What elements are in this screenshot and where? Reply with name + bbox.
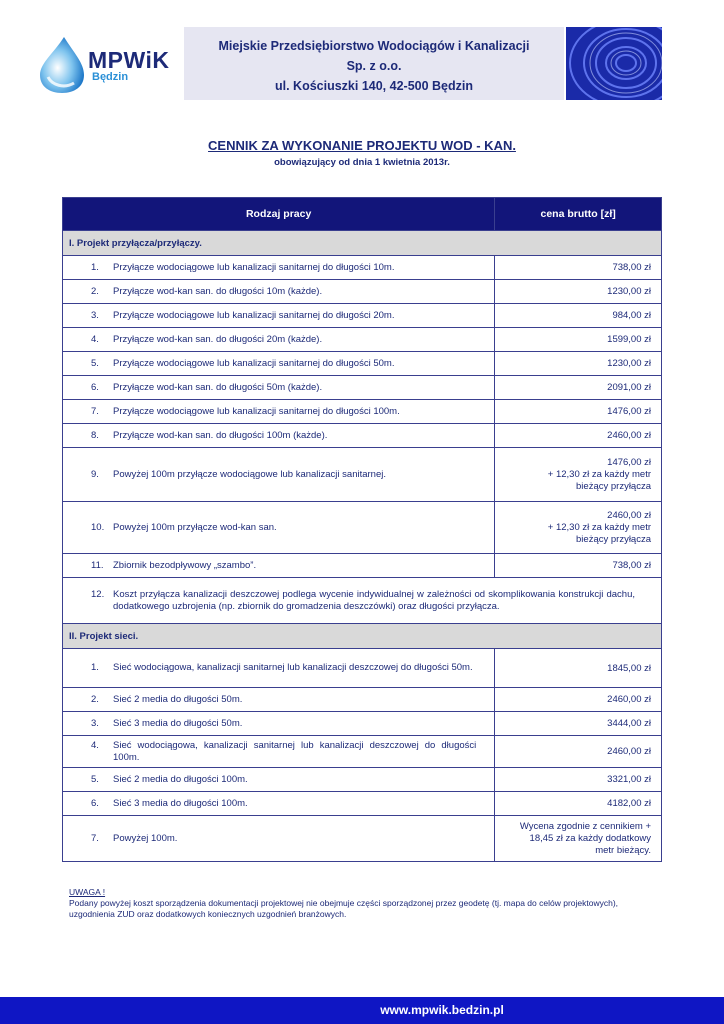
row-price: 1599,00 zł <box>495 328 662 352</box>
footer-bar <box>0 997 724 1024</box>
table-row <box>63 448 662 502</box>
letterhead <box>28 27 662 100</box>
row-price: 2091,00 zł <box>495 376 662 400</box>
table-row <box>63 304 662 328</box>
table-row <box>63 352 662 376</box>
table-row <box>63 502 662 554</box>
row-number: 5. <box>91 774 99 785</box>
row-description: Przyłącze wod-kan san. do długości 100m (każde). <box>113 430 328 441</box>
table-row <box>63 280 662 304</box>
water-ripple-image <box>566 27 662 100</box>
row-number: 7. <box>91 833 99 844</box>
row-number: 9. <box>91 469 99 480</box>
row-price: 1230,00 zł <box>495 352 662 376</box>
table-row <box>63 736 662 768</box>
section-label: II. Projekt sieci. <box>63 624 662 649</box>
row-number: 10. <box>91 522 105 533</box>
row-price: 2460,00 zł <box>495 688 662 712</box>
company-form: Sp. z o.o. <box>346 59 402 73</box>
table-row <box>63 712 662 736</box>
row-description: Przyłącze wod-kan san. do długości 50m (każde). <box>113 382 323 393</box>
row-number: 5. <box>91 358 99 369</box>
row-number: 4. <box>91 334 99 345</box>
row-price <box>495 448 662 502</box>
company-address: ul. Kościuszki 140, 42-500 Będzin <box>275 79 473 93</box>
table-row <box>63 792 662 816</box>
row-number: 2. <box>91 694 99 705</box>
row-number: 3. <box>91 310 99 321</box>
row-description: Sieć 3 media do długości 50m. <box>113 718 243 729</box>
row-description: Przyłącze wodociągowe lub kanalizacji sanitarnej do długości 10m. <box>113 262 395 273</box>
table-row <box>63 554 662 578</box>
row-number: 8. <box>91 430 99 441</box>
table-row <box>63 649 662 688</box>
row-number: 4. <box>91 739 99 751</box>
company-info <box>184 27 564 100</box>
table-row <box>63 400 662 424</box>
column-header-price: cena brutto [zł] <box>495 198 662 231</box>
table-row <box>63 578 662 624</box>
row-price: 2460,00 zł <box>495 424 662 448</box>
row-number: 6. <box>91 382 99 393</box>
row-description: Przyłącze wod-kan san. do długości 10m (każde). <box>113 286 323 297</box>
row-price: 738,00 zł <box>495 256 662 280</box>
table-header <box>63 198 662 231</box>
table-row <box>63 328 662 352</box>
footnote-heading: UWAGA ! <box>69 887 106 897</box>
row-number: 2. <box>91 286 99 297</box>
row-description: Sieć 3 media do długości 100m. <box>113 798 248 809</box>
row-number: 7. <box>91 406 99 417</box>
row-number: 6. <box>91 798 99 809</box>
row-description: Powyżej 100m. <box>113 833 178 844</box>
row-price: 4182,00 zł <box>495 792 662 816</box>
logo-city: Będzin <box>92 71 129 83</box>
section-label: I. Projekt przyłącza/przyłączy. <box>63 231 662 256</box>
row-description: Zbiornik bezodpływowy „szambo”. <box>113 560 257 571</box>
price-extra-unit: bieżący przyłącza <box>576 480 651 492</box>
water-drop-icon <box>34 35 90 95</box>
row-price: 1476,00 zł <box>495 400 662 424</box>
row-description: Przyłącze wodociągowe lub kanalizacji sanitarnej do długości 100m. <box>113 406 400 417</box>
footnote-text: Podany powyżej koszt sporządzenia dokumentacji projektowej nie obejmuje części sporządzonej przez geodetę (tj. mapa do celów projektowych), uzgodnienia ZUD oraz dodatkowych koniecznych uzgodnień branżowych. <box>69 898 619 919</box>
table-row <box>63 376 662 400</box>
row-description: Przyłącze wod-kan san. do długości 20m (każde). <box>113 334 323 345</box>
row-number: 1. <box>91 262 99 273</box>
company-name: Miejskie Przedsiębiorstwo Wodociągów i Kanalizacji <box>218 39 530 53</box>
page-subtitle: obowiązujący od dnia 1 kwietnia 2013r. <box>274 157 450 168</box>
table-row <box>63 424 662 448</box>
price-extra-unit: metr bieżący. <box>595 844 651 856</box>
section-header <box>63 231 662 256</box>
table-row <box>63 816 662 862</box>
section-header <box>63 624 662 649</box>
footnote <box>69 887 663 920</box>
row-price <box>495 816 662 862</box>
logo-wordmark: MPWiK <box>88 47 170 73</box>
table-row <box>63 768 662 792</box>
table-row <box>63 688 662 712</box>
row-description: Sieć 2 media do długości 50m. <box>113 694 243 705</box>
row-price: 738,00 zł <box>495 554 662 578</box>
row-description: Przyłącze wodociągowe lub kanalizacji sanitarnej do długości 20m. <box>113 310 395 321</box>
row-description: Powyżej 100m przyłącze wod-kan san. <box>113 522 277 533</box>
company-logo <box>34 35 174 97</box>
row-price: 2460,00 zł <box>495 736 662 768</box>
price-base: 2460,00 zł <box>607 509 651 521</box>
row-price: 3321,00 zł <box>495 768 662 792</box>
row-number: 1. <box>91 662 99 673</box>
price-extra-unit: bieżący przyłącza <box>576 533 651 545</box>
website-link[interactable]: www.mpwik.bedzin.pl <box>380 1003 504 1017</box>
row-description: Sieć 2 media do długości 100m. <box>113 774 248 785</box>
price-extra: + 12,30 zł za każdy metr <box>547 468 651 480</box>
column-header-work: Rodzaj pracy <box>63 198 495 231</box>
row-number: 3. <box>91 718 99 729</box>
table-row <box>63 256 662 280</box>
row-price: 3444,00 zł <box>495 712 662 736</box>
price-base: Wycena zgodnie z cennikiem + <box>519 820 651 832</box>
row-description: Sieć wodociągowa, kanalizacji sanitarnej lub kanalizacji deszczowej do długości 50m. <box>113 662 473 673</box>
price-table <box>62 197 662 862</box>
row-description: Koszt przyłącza kanalizacji deszczowej podlega wycenie indywidualnej w zależności od skomplikowania konstrukcji dachu, dodatkowego uzbrojenia (np. zbiornik do gromadzenia deszczówki) oraz długości przyłącza. <box>113 588 635 612</box>
row-price: 984,00 zł <box>495 304 662 328</box>
row-price <box>495 502 662 554</box>
row-description: Przyłącze wodociągowe lub kanalizacji sanitarnej do długości 50m. <box>113 358 395 369</box>
row-description: Sieć wodociągowa, kanalizacji sanitarnej lub kanalizacji deszczowej do długości 100m. <box>113 739 477 763</box>
row-number: 11. <box>91 560 104 571</box>
page-title: CENNIK ZA WYKONANIE PROJEKTU WOD - KAN. <box>208 138 516 153</box>
row-price: 1230,00 zł <box>495 280 662 304</box>
row-description: Powyżej 100m przyłącze wodociągowe lub kanalizacji sanitarnej. <box>113 469 386 480</box>
price-base: 1476,00 zł <box>607 456 651 468</box>
row-price: 1845,00 zł <box>495 649 662 688</box>
price-extra: + 12,30 zł za każdy metr <box>547 521 651 533</box>
price-extra: 18,45 zł za każdy dodatkowy <box>529 832 651 844</box>
row-number: 12. <box>91 588 105 600</box>
